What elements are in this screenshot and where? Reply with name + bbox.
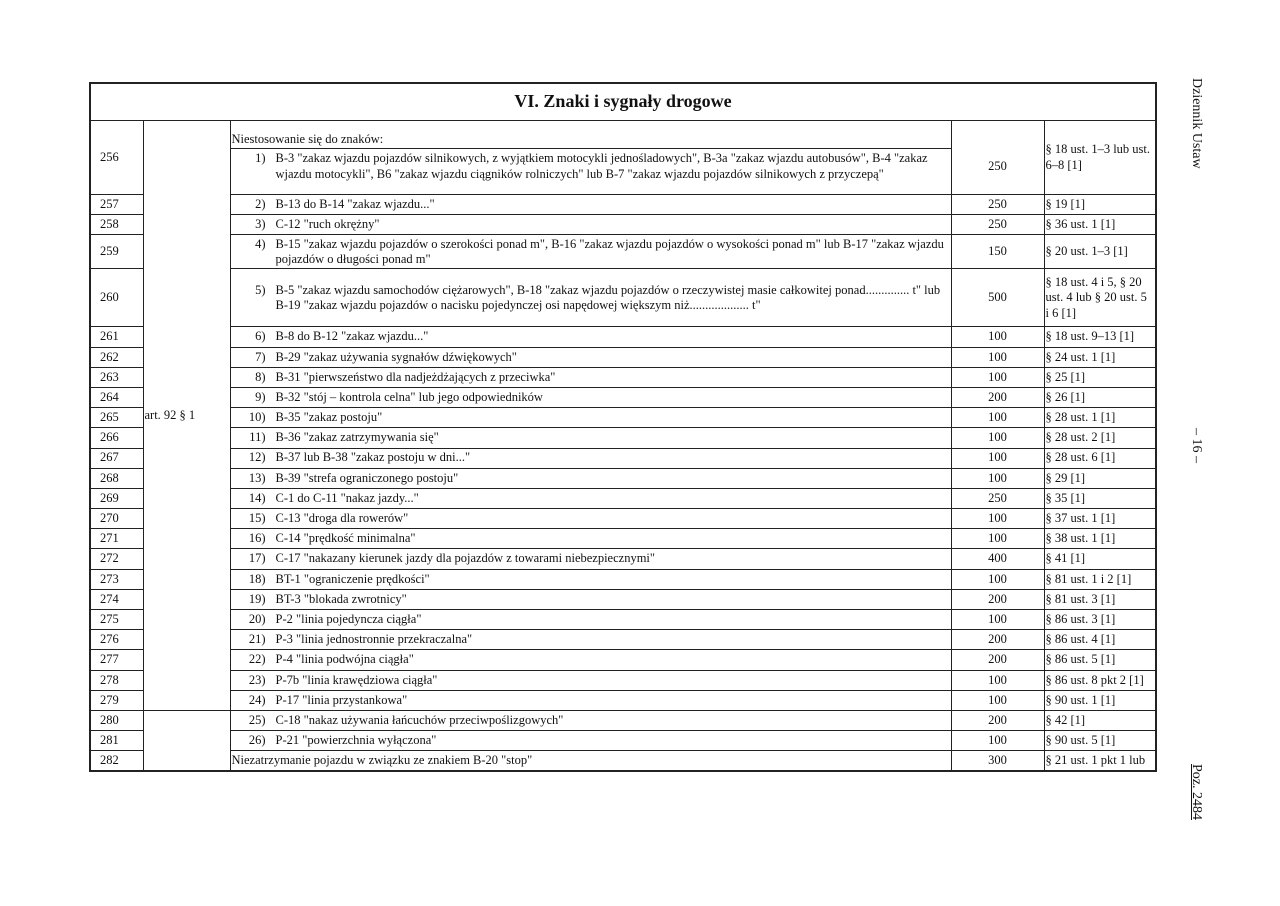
item-text: B-36 "zakaz zatrzymywania się" — [275, 430, 439, 445]
fine-amount: 100 — [951, 367, 1044, 387]
table-row — [90, 121, 1156, 195]
row-number: 260 — [90, 269, 143, 327]
offence-description — [230, 215, 951, 235]
row-number: 279 — [90, 690, 143, 710]
fine-amount: 250 — [951, 488, 1044, 508]
legal-reference: § 18 ust. 9–13 [1] — [1044, 327, 1156, 347]
table-row — [90, 569, 1156, 589]
item-number: 23) — [248, 672, 266, 687]
table-row-last — [90, 751, 1156, 771]
row-number: 266 — [90, 428, 143, 448]
fine-amount: 400 — [951, 549, 1044, 569]
item-number: 13) — [248, 470, 266, 485]
table-row — [90, 731, 1156, 751]
table-row — [90, 468, 1156, 488]
item-text: B-5 "zakaz wjazdu samochodów ciężarowych", B-18 "zakaz wjazdu pojazdów o rzeczywistej masie całkowitej ponad.............. t" lub B-19 "zakaz wjazdu pojazdów o nacisku pojedynczej osi napędowej większym niż................... t" — [275, 282, 941, 312]
fine-amount: 100 — [951, 569, 1044, 589]
legal-reference: § 90 ust. 1 [1] — [1044, 690, 1156, 710]
table-row — [90, 710, 1156, 730]
table-row — [90, 428, 1156, 448]
offence-description — [230, 549, 951, 569]
item-number: 24) — [248, 692, 266, 707]
fine-amount: 500 — [951, 269, 1044, 327]
item-number: 8) — [255, 369, 266, 384]
item-text: BT-1 "ograniczenie prędkości" — [275, 571, 430, 586]
item-number: 5) — [255, 282, 266, 297]
offence-description — [230, 488, 951, 508]
row-number: 281 — [90, 731, 143, 751]
legal-reference: § 20 ust. 1–3 [1] — [1044, 235, 1156, 269]
legal-reference: § 81 ust. 3 [1] — [1044, 589, 1156, 609]
offence-description — [230, 710, 951, 730]
item-number: 11) — [249, 430, 266, 445]
legal-reference: § 86 ust. 3 [1] — [1044, 610, 1156, 630]
row-number: 273 — [90, 569, 143, 589]
item-text: B-3 "zakaz wjazdu pojazdów silnikowych, z wyjątkiem motocykli jednośladowych", B-3a "zakaz wjazdu autobusów", B-4 "zakaz wjazdu motocykli", B6 "zakaz wjazdu ciągników rolniczych" lub B-7 "zakaz wjazdu pojazdów silnikowych z przyczepą" — [275, 151, 928, 181]
article-reference: art. 92 § 1 — [143, 121, 230, 711]
item-number: 15) — [248, 511, 266, 526]
legal-reference: § 28 ust. 1 [1] — [1044, 408, 1156, 428]
legal-reference: § 25 [1] — [1044, 367, 1156, 387]
row-number: 256 — [90, 121, 143, 195]
fine-amount: 100 — [951, 347, 1044, 367]
row-number: 282 — [90, 751, 143, 771]
item-text: P-21 "powierzchnia wyłączona" — [275, 733, 437, 748]
item-text: P-3 "linia jednostronnie przekraczalna" — [275, 632, 473, 647]
table-row — [90, 327, 1156, 347]
item-text: B-35 "zakaz postoju" — [275, 410, 383, 425]
legal-reference: § 90 ust. 5 [1] — [1044, 731, 1156, 751]
intro-text: Niestosowanie się do znaków: — [231, 132, 951, 149]
legal-reference: § 38 ust. 1 [1] — [1044, 529, 1156, 549]
fine-amount: 100 — [951, 690, 1044, 710]
item-text: C-14 "prędkość minimalna" — [275, 531, 416, 546]
table-row — [90, 215, 1156, 235]
item-number: 9) — [255, 389, 266, 404]
fine-amount: 250 — [951, 121, 1044, 195]
item-text: B-8 do B-12 "zakaz wjazdu..." — [275, 329, 429, 344]
penalty-table-wrapper — [89, 82, 1157, 772]
row-number: 265 — [90, 408, 143, 428]
table-row — [90, 630, 1156, 650]
item-text: P-17 "linia przystankowa" — [275, 692, 408, 707]
offence-description — [230, 509, 951, 529]
row-number: 267 — [90, 448, 143, 468]
item-number: 18) — [248, 571, 266, 586]
legal-reference: § 29 [1] — [1044, 468, 1156, 488]
row-number: 270 — [90, 509, 143, 529]
fine-amount: 150 — [951, 235, 1044, 269]
row-number: 271 — [90, 529, 143, 549]
offence-description — [230, 630, 951, 650]
offence-description — [230, 367, 951, 387]
fine-amount: 100 — [951, 327, 1044, 347]
legal-reference: § 28 ust. 6 [1] — [1044, 448, 1156, 468]
position-number: Poz. 2484 — [1189, 764, 1204, 820]
item-number: 14) — [248, 490, 266, 505]
item-text: BT-3 "blokada zwrotnicy" — [275, 591, 407, 606]
item-text: C-12 "ruch okrężny" — [275, 217, 380, 232]
offence-description — [230, 589, 951, 609]
table-row — [90, 610, 1156, 630]
item-number: 20) — [248, 611, 266, 626]
fine-amount: 100 — [951, 610, 1044, 630]
offence-description — [230, 195, 951, 215]
fine-amount: 200 — [951, 710, 1044, 730]
item-text: B-13 do B-14 "zakaz wjazdu..." — [275, 196, 435, 211]
fine-amount: 100 — [951, 408, 1044, 428]
item-number: 10) — [248, 410, 266, 425]
row-number: 264 — [90, 387, 143, 407]
legal-reference: § 42 [1] — [1044, 710, 1156, 730]
table-row — [90, 387, 1156, 407]
item-text: P-2 "linia pojedyncza ciągła" — [275, 611, 422, 626]
fine-amount: 100 — [951, 448, 1044, 468]
offence-description — [230, 610, 951, 630]
item-number: 22) — [248, 652, 266, 667]
fine-amount: 250 — [951, 215, 1044, 235]
penalty-table — [89, 82, 1157, 772]
row-number: 258 — [90, 215, 143, 235]
fine-amount: 100 — [951, 529, 1044, 549]
item-number: 17) — [248, 551, 266, 566]
page-number: – 16 – — [1189, 428, 1204, 463]
fine-amount: 300 — [951, 751, 1044, 771]
item-number: 12) — [248, 450, 266, 465]
item-text: P-4 "linia podwójna ciągła" — [275, 652, 414, 667]
fine-amount: 200 — [951, 650, 1044, 670]
table-row — [90, 529, 1156, 549]
fine-amount: 200 — [951, 630, 1044, 650]
offence-description — [230, 428, 951, 448]
offence-description — [230, 731, 951, 751]
fine-amount: 200 — [951, 387, 1044, 407]
item-text: C-1 do C-11 "nakaz jazdy..." — [275, 490, 419, 505]
table-row — [90, 367, 1156, 387]
row-number: 278 — [90, 670, 143, 690]
offence-description — [230, 448, 951, 468]
table-row — [90, 269, 1156, 327]
row-number: 272 — [90, 549, 143, 569]
item-number: 6) — [255, 329, 266, 344]
row-number: 261 — [90, 327, 143, 347]
row-number: 277 — [90, 650, 143, 670]
article-reference-continued — [143, 710, 230, 770]
legal-reference: § 86 ust. 5 [1] — [1044, 650, 1156, 670]
row-number: 262 — [90, 347, 143, 367]
legal-reference: § 19 [1] — [1044, 195, 1156, 215]
legal-reference: § 26 [1] — [1044, 387, 1156, 407]
row-number: 263 — [90, 367, 143, 387]
legal-reference: § 18 ust. 1–3 lub ust. 6–8 [1] — [1044, 121, 1156, 195]
table-row — [90, 347, 1156, 367]
legal-reference: § 36 ust. 1 [1] — [1044, 215, 1156, 235]
offence-description — [230, 269, 951, 327]
table-row — [90, 589, 1156, 609]
item-text: B-37 lub B-38 "zakaz postoju w dni..." — [275, 450, 471, 465]
item-number: 4) — [255, 236, 266, 251]
offence-description — [230, 468, 951, 488]
table-row — [90, 509, 1156, 529]
item-number: 25) — [248, 712, 266, 727]
offence-description: Niezatrzymanie pojazdu w związku ze znakiem B-20 "stop" — [230, 751, 951, 771]
legal-reference: § 41 [1] — [1044, 549, 1156, 569]
fine-amount: 250 — [951, 195, 1044, 215]
item-text: C-17 "nakazany kierunek jazdy dla pojazdów z towarami niebezpiecznymi" — [275, 551, 655, 566]
row-number: 275 — [90, 610, 143, 630]
row-number: 274 — [90, 589, 143, 609]
item-text: B-31 "pierwszeństwo dla nadjeżdżających z przeciwka" — [275, 369, 556, 384]
offence-description — [230, 569, 951, 589]
legal-reference: § 24 ust. 1 [1] — [1044, 347, 1156, 367]
item-number: 19) — [248, 591, 266, 606]
fine-amount: 200 — [951, 589, 1044, 609]
row-number: 268 — [90, 468, 143, 488]
item-number: 3) — [255, 217, 266, 232]
section-title: VI. Znaki i sygnały drogowe — [90, 83, 1156, 121]
fine-amount: 100 — [951, 509, 1044, 529]
fine-amount: 100 — [951, 670, 1044, 690]
item-text: C-13 "droga dla rowerów" — [275, 511, 409, 526]
item-text: B-39 "strefa ograniczonego postoju" — [275, 470, 459, 485]
fine-amount: 100 — [951, 428, 1044, 448]
row-number: 276 — [90, 630, 143, 650]
row-number: 259 — [90, 235, 143, 269]
table-row — [90, 448, 1156, 468]
item-text: B-29 "zakaz używania sygnałów dźwiękowych" — [275, 349, 517, 364]
offence-description — [230, 235, 951, 269]
table-row — [90, 195, 1156, 215]
item-text: B-15 "zakaz wjazdu pojazdów o szerokości ponad m", B-16 "zakaz wjazdu pojazdów o wysokości ponad m" lub B-17 "zakaz wjazdu pojazdów o długości ponad m" — [275, 236, 944, 266]
row-number: 257 — [90, 195, 143, 215]
table-row — [90, 408, 1156, 428]
table-row — [90, 549, 1156, 569]
legal-reference: § 86 ust. 8 pkt 2 [1] — [1044, 670, 1156, 690]
section-title-row — [90, 83, 1156, 121]
journal-name: Dziennik Ustaw — [1189, 78, 1204, 169]
offence-description — [230, 327, 951, 347]
legal-reference: § 21 ust. 1 pkt 1 lub — [1044, 751, 1156, 771]
item-number: 1) — [255, 151, 266, 166]
item-number: 26) — [248, 733, 266, 748]
offence-description — [230, 650, 951, 670]
fine-amount: 100 — [951, 731, 1044, 751]
fine-amount: 100 — [951, 468, 1044, 488]
table-row — [90, 235, 1156, 269]
legal-reference: § 35 [1] — [1044, 488, 1156, 508]
item-number: 16) — [248, 531, 266, 546]
item-text: C-18 "nakaz używania łańcuchów przeciwpoślizgowych" — [275, 712, 564, 727]
offence-description — [230, 690, 951, 710]
legal-reference: § 18 ust. 4 i 5, § 20 ust. 4 lub § 20 ust. 5 i 6 [1] — [1044, 269, 1156, 327]
offence-description — [230, 121, 951, 195]
table-row — [90, 650, 1156, 670]
offence-description — [230, 347, 951, 367]
offence-description — [230, 387, 951, 407]
table-row — [90, 488, 1156, 508]
offence-description — [230, 408, 951, 428]
table-row — [90, 670, 1156, 690]
item-number: 2) — [255, 196, 266, 211]
legal-reference: § 81 ust. 1 i 2 [1] — [1044, 569, 1156, 589]
legal-reference: § 28 ust. 2 [1] — [1044, 428, 1156, 448]
item-text: P-7b "linia krawędziowa ciągła" — [275, 672, 438, 687]
table-row — [90, 690, 1156, 710]
offence-description — [230, 529, 951, 549]
offence-description — [230, 670, 951, 690]
row-number: 269 — [90, 488, 143, 508]
legal-reference: § 37 ust. 1 [1] — [1044, 509, 1156, 529]
item-number: 21) — [248, 632, 266, 647]
legal-reference: § 86 ust. 4 [1] — [1044, 630, 1156, 650]
item-number: 7) — [255, 349, 266, 364]
row-number: 280 — [90, 710, 143, 730]
item-text: B-32 "stój – kontrola celna" lub jego odpowiedników — [275, 389, 543, 404]
